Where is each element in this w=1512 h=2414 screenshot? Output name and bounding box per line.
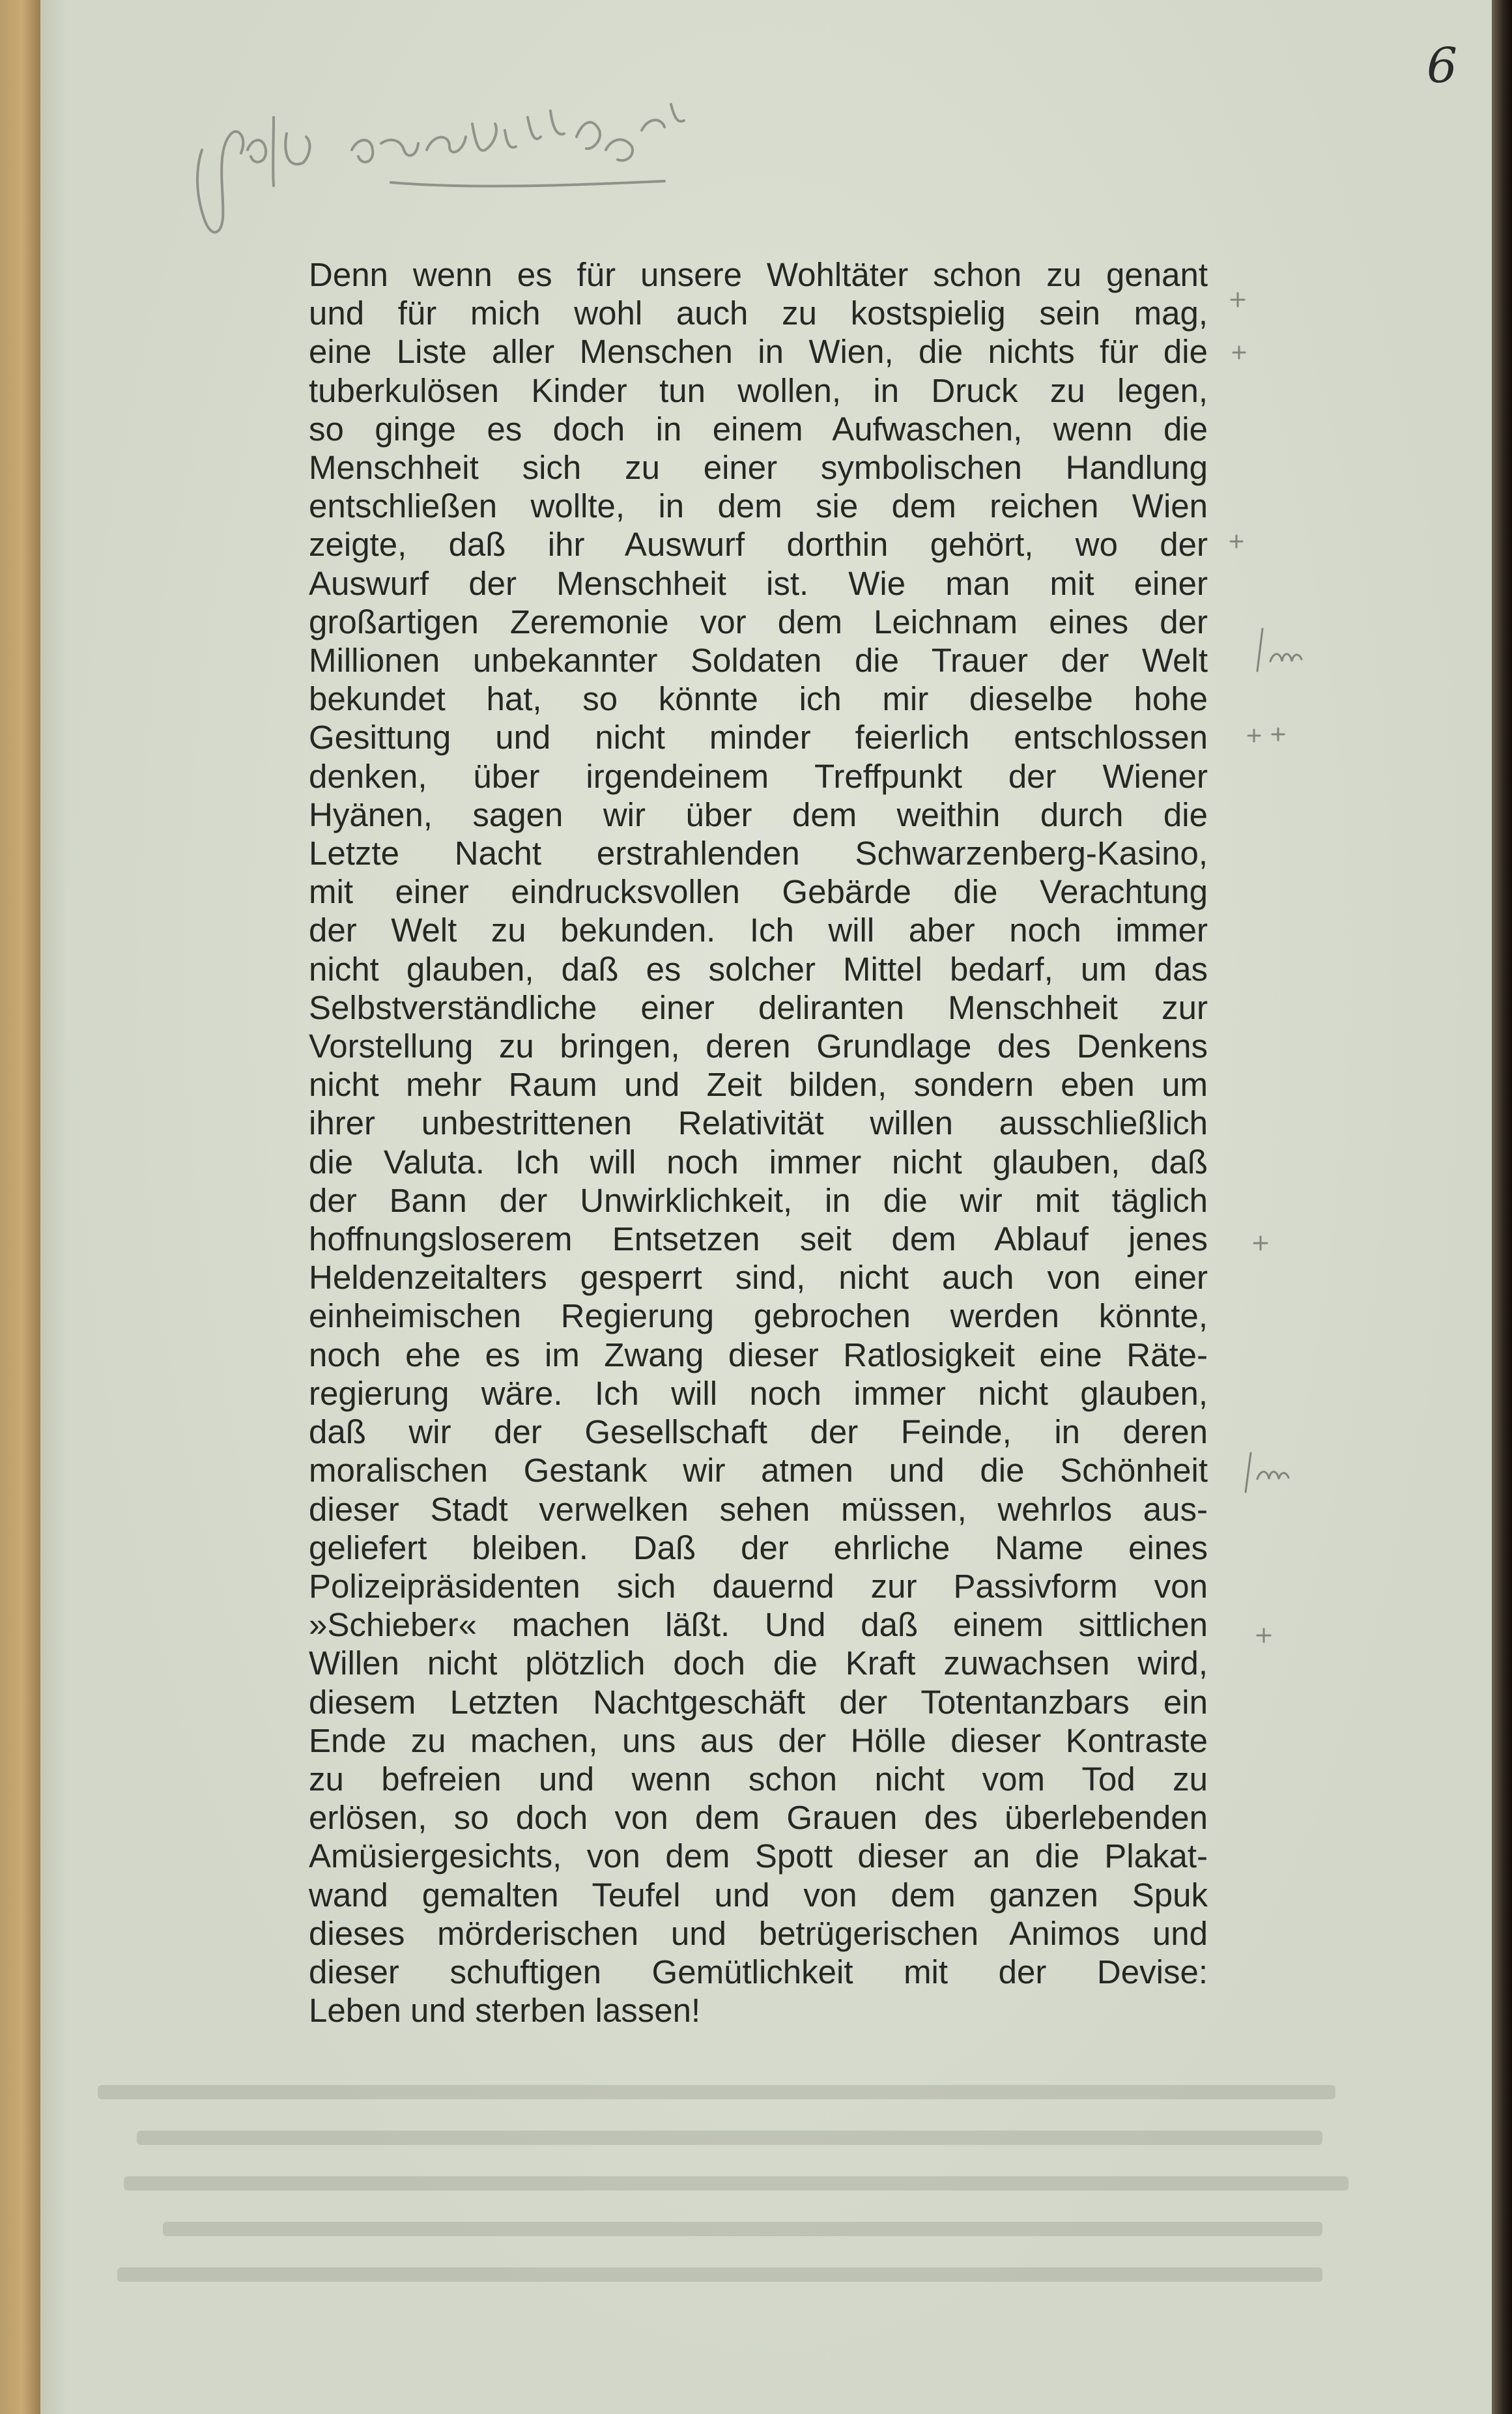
text-line: Willen nicht plötzlich doch die Kraft zuwachsen wird, [309,1645,1208,1682]
text-line: dieses mörderischen und betrügerischen Animos und [309,1914,1208,1952]
text-line: bekundet hat, so könnte ich mir dieselbe hohe [309,680,1208,718]
text-line: Millionen unbekannter Soldaten die Trauer der Welt [309,642,1208,680]
book-spine [0,0,40,2414]
text-line: Polizeipräsidenten sich dauernd zur Passivform von [309,1567,1208,1605]
text-line: Denn wenn es für unsere Wohltäter schon zu genant [309,256,1208,293]
text-line: zeigte, daß ihr Auswurf dorthin gehört, wo der [309,526,1208,564]
handwritten-note-icon [176,72,834,241]
text-line: wand gemalten Teufel und von dem ganzen Spuk [309,1876,1208,1914]
main-paragraph [309,255,1208,2030]
text-line: so ginge es doch in einem Aufwaschen, wenn die [309,410,1208,448]
text-line: daß wir der Gesellschaft der Feinde, in deren [309,1413,1208,1451]
text-line: diesem Letzten Nachtgeschäft der Totentanzbars ein [309,1683,1208,1721]
text-line: der Welt zu bekunden. Ich will aber noch immer [309,912,1208,949]
text-line: denken, über irgendeinem Treffpunkt der Wiener [309,757,1208,795]
text-line: Vorstellung zu bringen, deren Grundlage des Denkens [309,1027,1208,1065]
text-line: Hyänen, sagen wir über dem weithin durch die [309,796,1208,833]
text-line: Ende zu machen, uns aus der Hölle dieser Kontraste [309,1721,1208,1759]
text-line: Menschheit sich zu einer symbolischen Handlung [309,449,1208,487]
text-line: dieser schuftigen Gemütlichkeit mit der Devise: [309,1953,1208,1990]
proofreading-marks-icon [1225,274,1355,1707]
text-line: einheimischen Regierung gebrochen werden könnte, [309,1297,1208,1335]
text-line: Amüsiergesichts, von dem Spott dieser an die Plakat- [309,1837,1208,1875]
text-line: Heldenzeitalters gesperrt sind, nicht auch von einer [309,1259,1208,1297]
text-line: moralischen Gestank wir atmen und die Schönheit [309,1452,1208,1489]
text-line: Leben und sterben lassen! [309,1992,701,2030]
text-line: eine Liste aller Menschen in Wien, die nichts für die [309,333,1208,371]
text-line: Gesittung und nicht minder feierlich entschlossen [309,719,1208,756]
text-line: noch ehe es im Zwang dieser Ratlosigkeit eine Räte- [309,1336,1208,1373]
text-line: ihrer unbestrittenen Relativität willen ausschließlich [309,1104,1208,1142]
text-line: nicht glauben, daß es solcher Mittel bedarf, um das [309,950,1208,988]
text-line: großartigen Zeremonie vor dem Leichnam eines der [309,603,1208,640]
text-line: die Valuta. Ich will noch immer nicht glauben, daß [309,1143,1208,1181]
text-line: Letzte Nacht erstrahlenden Schwarzenberg-Kasino, [309,835,1208,872]
text-line: entschließen wollte, in dem sie dem reichen Wien [309,487,1208,525]
page-number: 6 [1427,38,1458,94]
show-through-text [98,2059,1401,2333]
text-line: regierung wäre. Ich will noch immer nicht glauben, [309,1374,1208,1412]
text-line: erlösen, so doch von dem Grauen des überlebenden [309,1799,1208,1837]
text-line: der Bann der Unwirklichkeit, in die wir mit täglich [309,1181,1208,1219]
page-edge-shadow [1492,0,1512,2414]
text-line: »Schieber« machen läßt. Und daß einem sittlichen [309,1606,1208,1644]
text-line: geliefert bleiben. Daß der ehrliche Name eines [309,1529,1208,1566]
text-line: tuberkulösen Kinder tun wollen, in Druck zu legen, [309,371,1208,409]
text-line: Selbstverständliche einer deliranten Menschheit zur [309,988,1208,1026]
text-line: Auswurf der Menschheit ist. Wie man mit einer [309,564,1208,602]
text-line: hoffnungsloserem Entsetzen seit dem Ablauf jenes [309,1220,1208,1258]
text-line: und für mich wohl auch zu kostspielig sein mag, [309,295,1208,332]
text-line: mit einer eindrucksvollen Gebärde die Verachtung [309,873,1208,911]
text-line: zu befreien und wenn schon nicht vom Tod zu [309,1760,1208,1798]
text-line: nicht mehr Raum und Zeit bilden, sondern eben um [309,1066,1208,1104]
text-line: dieser Stadt verwelken sehen müssen, wehrlos aus- [309,1490,1208,1528]
